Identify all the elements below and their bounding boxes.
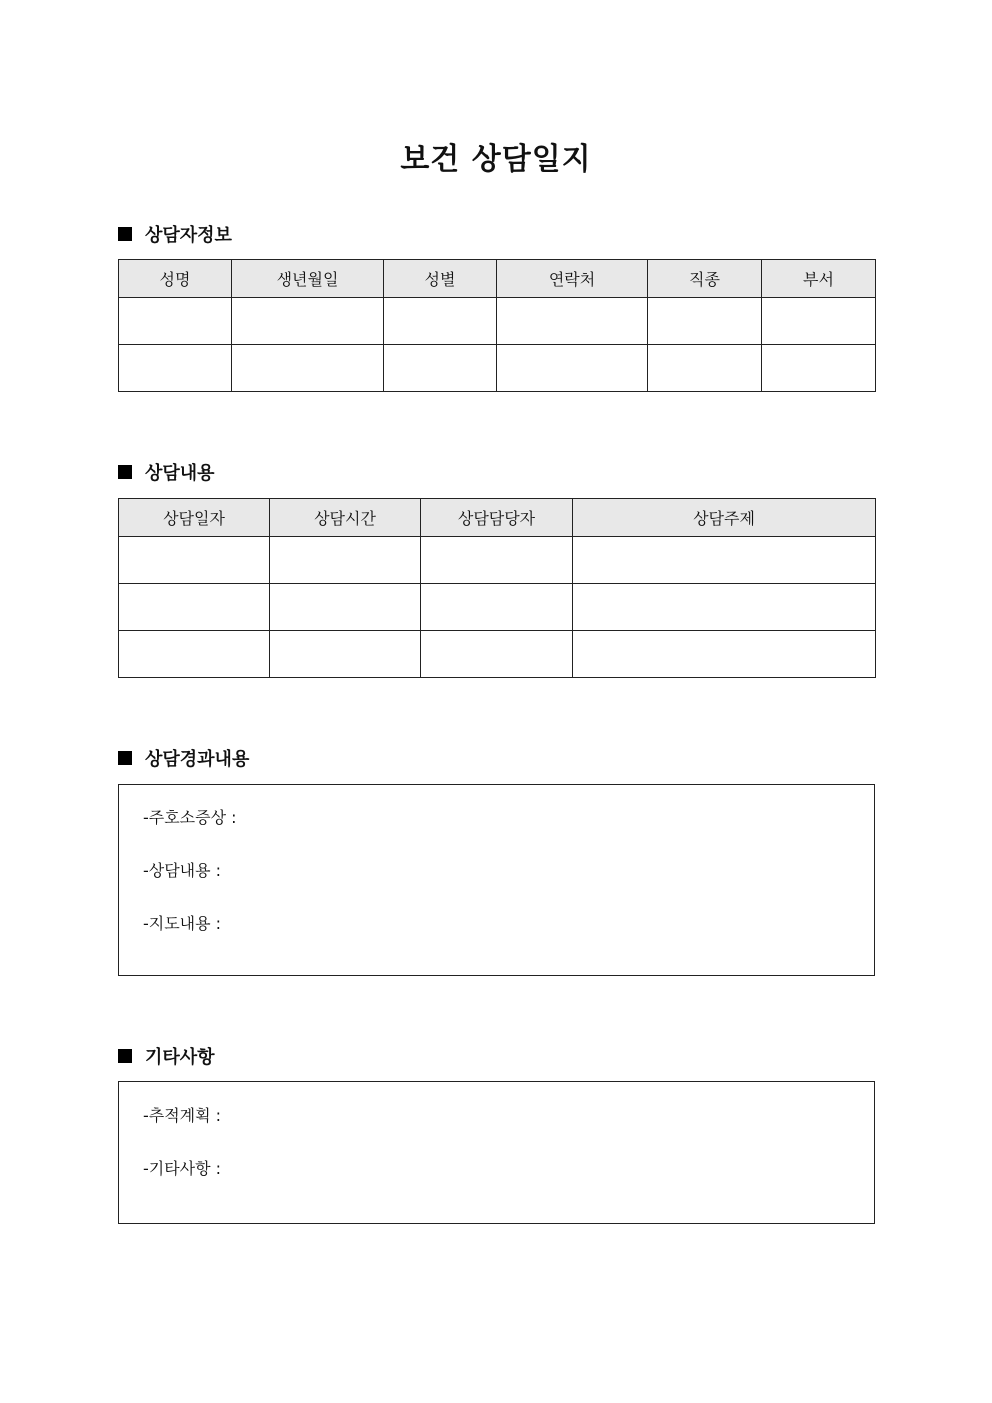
section-heading-result xyxy=(118,745,249,771)
content-cell-counselor[interactable] xyxy=(421,584,573,631)
info-cell-occupation[interactable] xyxy=(648,345,762,392)
square-bullet-icon xyxy=(118,1049,132,1063)
result-line-chief-complaint: -주호소증상 : xyxy=(143,808,237,827)
table-row xyxy=(119,631,876,678)
content-cell-counselor[interactable] xyxy=(421,537,573,584)
info-header-birthdate: 생년월일 xyxy=(232,260,384,298)
content-cell-time[interactable] xyxy=(270,537,421,584)
section-heading-other xyxy=(118,1043,215,1069)
info-cell-department[interactable] xyxy=(762,298,876,345)
info-header-contact: 연락처 xyxy=(497,260,648,298)
result-line-counsel-content: -상담내용 : xyxy=(143,861,222,880)
info-cell-department[interactable] xyxy=(762,345,876,392)
info-cell-contact[interactable] xyxy=(497,345,648,392)
section-heading-content xyxy=(118,459,215,485)
content-cell-time[interactable] xyxy=(270,631,421,678)
info-cell-name[interactable] xyxy=(119,345,232,392)
content-cell-date[interactable] xyxy=(119,631,270,678)
square-bullet-icon xyxy=(118,751,132,765)
content-cell-time[interactable] xyxy=(270,584,421,631)
content-table xyxy=(118,498,876,678)
content-cell-topic[interactable] xyxy=(573,584,876,631)
square-bullet-icon xyxy=(118,227,132,241)
info-header-name: 성명 xyxy=(119,260,232,298)
section-heading-content-label: 상담내용 xyxy=(145,463,215,484)
content-table-header-row xyxy=(119,499,876,537)
content-cell-date[interactable] xyxy=(119,537,270,584)
info-cell-birthdate[interactable] xyxy=(232,298,384,345)
info-cell-contact[interactable] xyxy=(497,298,648,345)
other-line-follow-up-plan: -추적계획 : xyxy=(143,1106,222,1125)
section-heading-other-label: 기타사항 xyxy=(145,1047,215,1068)
info-table-header-row xyxy=(119,260,876,298)
content-cell-date[interactable] xyxy=(119,584,270,631)
content-cell-topic[interactable] xyxy=(573,631,876,678)
content-cell-counselor[interactable] xyxy=(421,631,573,678)
content-header-date: 상담일자 xyxy=(119,499,270,537)
info-cell-occupation[interactable] xyxy=(648,298,762,345)
other-box[interactable] xyxy=(118,1081,875,1224)
result-box[interactable] xyxy=(118,784,875,976)
result-line-guidance-content: -지도내용 : xyxy=(143,914,222,933)
info-header-department: 부서 xyxy=(762,260,876,298)
info-header-gender: 성별 xyxy=(384,260,497,298)
info-header-occupation: 직종 xyxy=(648,260,762,298)
table-row xyxy=(119,584,876,631)
info-cell-gender[interactable] xyxy=(384,298,497,345)
info-cell-name[interactable] xyxy=(119,298,232,345)
table-row xyxy=(119,298,876,345)
content-header-time: 상담시간 xyxy=(270,499,421,537)
content-header-topic: 상담주제 xyxy=(573,499,876,537)
table-row xyxy=(119,345,876,392)
section-heading-info xyxy=(118,221,232,247)
table-row xyxy=(119,537,876,584)
section-heading-info-label: 상담자정보 xyxy=(145,225,232,246)
document-title: 보건 상담일지 xyxy=(400,142,592,177)
content-header-counselor: 상담담당자 xyxy=(421,499,573,537)
section-heading-result-label: 상담경과내용 xyxy=(145,749,250,770)
content-cell-topic[interactable] xyxy=(573,537,876,584)
info-cell-gender[interactable] xyxy=(384,345,497,392)
square-bullet-icon xyxy=(118,465,132,479)
info-cell-birthdate[interactable] xyxy=(232,345,384,392)
info-table xyxy=(118,259,876,392)
other-line-remarks: -기타사항 : xyxy=(143,1159,222,1178)
